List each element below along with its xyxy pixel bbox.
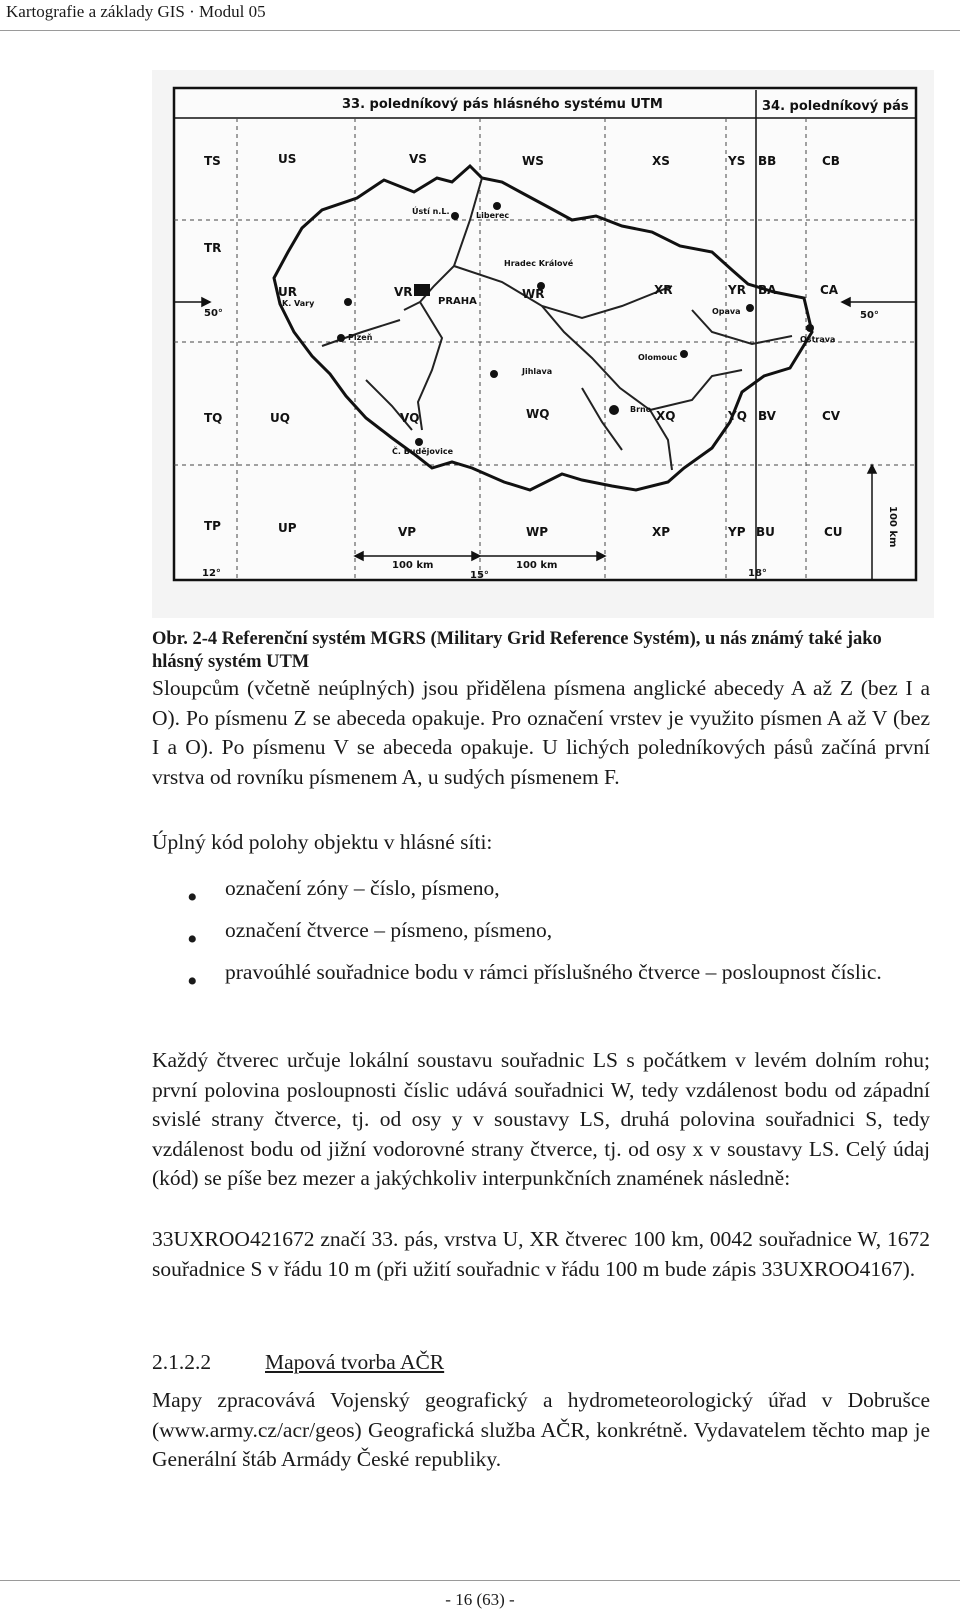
svg-text:BV: BV [758, 409, 776, 423]
svg-text:TS: TS [204, 154, 221, 168]
figure-caption: Obr. 2-4 Referenční systém MGRS (Military Grid Reference Systém), u nás známý také jako hlásný systém UTM [152, 629, 882, 672]
svg-text:BU: BU [756, 525, 775, 539]
top-label-left: 33. poledníkový pás hlásného systému UTM [342, 97, 663, 112]
svg-text:Brno: Brno [630, 405, 652, 414]
svg-text:CB: CB [822, 154, 840, 168]
bullet-icon: • [187, 881, 198, 914]
svg-text:TQ: TQ [204, 411, 223, 425]
svg-text:Plzeň: Plzeň [348, 333, 373, 342]
svg-text:VR: VR [394, 285, 413, 299]
svg-text:YS: YS [728, 154, 746, 168]
svg-text:WS: WS [522, 154, 544, 168]
svg-text:Opava: Opava [712, 307, 741, 316]
lon-15: 15° [470, 570, 489, 581]
svg-text:Hradec Králové: Hradec Králové [504, 259, 574, 268]
svg-text:PRAHA: PRAHA [438, 296, 477, 307]
svg-text:Ostrava: Ostrava [800, 335, 836, 344]
footer-rule [0, 1580, 960, 1581]
svg-text:CA: CA [820, 283, 839, 297]
bullet-item-zone: označení zóny – číslo, písmeno, [225, 876, 500, 900]
bullet-item-square: označení čtverce – písmeno, písmeno, [225, 918, 553, 942]
svg-text:TP: TP [204, 519, 221, 533]
svg-text:WR: WR [522, 287, 545, 301]
svg-text:UR: UR [278, 285, 297, 299]
svg-text:WQ: WQ [526, 407, 550, 421]
svg-text:XP: XP [652, 525, 671, 539]
bullet-icon: • [187, 923, 198, 956]
bullet-item-coordinates: pravoúhlé souřadnice bodu v rámci příslušného čtverce – posloupnost číslic. [225, 960, 882, 984]
page-number: - 16 (63) - [445, 1590, 515, 1609]
section-number: 2.1.2.2 [152, 1350, 212, 1374]
svg-text:YQ: YQ [728, 409, 747, 423]
paragraph-columns: Sloupcům (včetně neúplných) jsou přidělena písmena anglické abecedy A až Z (bez I a O). Po písmenu Z se abeceda opakuje. Pro označení vrstev je využito písmen A až V (bez I a O). Po písmenu V se abeceda opakuje. U lichých poledníkových pásů začíná první vrstva od rovníku písmenem A, u sudých písmenem F. [152, 676, 930, 789]
svg-text:BA: BA [758, 283, 777, 297]
mgrs-grid-map [152, 70, 934, 618]
svg-text:XR: XR [654, 283, 673, 297]
svg-text:VP: VP [398, 525, 417, 539]
svg-text:YP: YP [728, 525, 746, 539]
paragraph-code-intro: Úplný kód polohy objektu v hlásné síti: [152, 830, 493, 854]
svg-text:Liberec: Liberec [476, 211, 510, 220]
svg-text:XS: XS [652, 154, 670, 168]
svg-text:US: US [278, 152, 297, 166]
svg-text:XQ: XQ [656, 409, 676, 423]
lon-12: 12° [202, 568, 221, 579]
svg-text:VQ: VQ [400, 411, 420, 425]
running-header: Kartografie a základy GIS · Modul 05 [6, 2, 266, 21]
svg-text:K. Vary: K. Vary [282, 299, 315, 308]
svg-text:YR: YR [728, 283, 746, 297]
lat-50-left: 50° [204, 308, 223, 319]
svg-text:Olomouc: Olomouc [638, 353, 678, 362]
svg-text:Ústí n.L.: Ústí n.L. [412, 207, 450, 216]
svg-text:VS: VS [409, 152, 427, 166]
header-rule [0, 30, 960, 31]
section-title: Mapová tvorba AČR [265, 1350, 445, 1374]
svg-text:BB: BB [758, 154, 777, 168]
svg-text:UP: UP [278, 521, 297, 535]
paragraph-map-production: Mapy zpracovává Vojenský geografický a hydrometeorologický úřad v Dobrušce (www.army.cz/acr/geos) Geografická služba AČR, konkrétně. Vydavatelem těchto map je Generální štáb Armády České republiky. [152, 1388, 930, 1471]
svg-text:TR: TR [204, 241, 222, 255]
bullet-icon: • [187, 965, 198, 998]
paragraph-example: 33UXROO421672 značí 33. pás, vrstva U, XR čtverec 100 km, 0042 souřadnice W, 1672 souřadnice S v řádu 10 m (při užití souřadnic v řádu 100 m bude zápis 33UXROO4167). [152, 1227, 930, 1281]
svg-text:Jihlava: Jihlava [522, 367, 553, 376]
top-label-right: 34. poledníkový pás [762, 99, 909, 114]
svg-text:UQ: UQ [270, 411, 290, 425]
svg-text:CU: CU [824, 525, 843, 539]
paragraph-local-system: Každý čtverec určuje lokální soustavu souřadnic LS s počátkem v levém dolním rohu; první polovina posloupnosti číslic udává souřadnici W, tedy vzdálenost bodu od západní svislé strany čtverce, tj. od osy y v soustavy LS, druhá polovina souřadnici S, tedy vzdálenost bodu od jižní vodorovné strany čtverce, tj. od osy x v soustavy LS. Celý údaj (kód) se píše bez mezer a jakýchkoliv interpunkčních znamének následně: [152, 1048, 930, 1190]
svg-text:Č. Budějovice: Č. Budějovice [392, 447, 454, 456]
scale-vertical: 100 km [887, 506, 898, 548]
lon-18: 18° [748, 568, 767, 579]
scale-left: 100 km [392, 560, 434, 571]
scale-mid: 100 km [516, 560, 558, 571]
lat-50-right: 50° [860, 310, 879, 321]
svg-text:CV: CV [822, 409, 841, 423]
svg-text:WP: WP [526, 525, 549, 539]
